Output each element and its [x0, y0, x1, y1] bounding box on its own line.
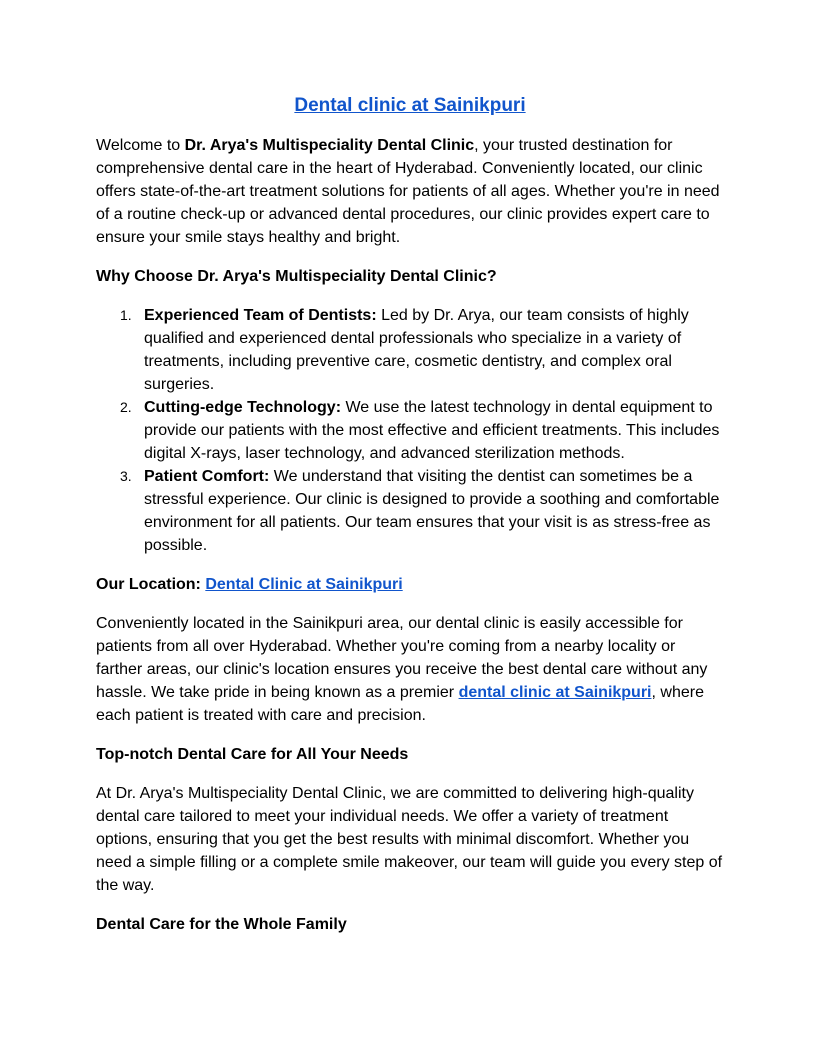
clinic-name: Dr. Arya's Multispeciality Dental Clinic — [184, 137, 475, 154]
list-item-label: Experienced Team of Dentists: — [144, 307, 377, 324]
location-link[interactable]: Dental Clinic at Sainikpuri — [205, 576, 403, 593]
list-item-label: Cutting-edge Technology: — [144, 399, 342, 416]
list-item-text: Led by Dr. Arya, our team consists of highly qualified and experienced dental professionals who specialize in a variety of treatments, including preventive care, cosmetic dentistry, and complex oral surgeries. — [144, 307, 689, 393]
location-text: Conveniently located in the Sainikpuri area, our dental clinic is easily accessible for patients from all over Hyderabad. Whether you're coming from a nearby locality or farther areas, our clinic's location ensures you receive the best dental care without any hassle. We take pride in being known as a premier — [96, 615, 708, 701]
list-number: 1. — [120, 307, 132, 323]
intro-prefix: Welcome to — [96, 137, 185, 154]
why-choose-heading: Why Choose Dr. Arya's Multispeciality Dental Clinic? — [96, 268, 497, 285]
list-number: 3. — [120, 468, 132, 484]
location-paragraph — [96, 612, 724, 727]
inline-clinic-link[interactable]: dental clinic at Sainikpuri — [458, 684, 652, 701]
topnotch-heading: Top-notch Dental Care for All Your Needs — [96, 746, 409, 763]
reasons-list — [96, 304, 724, 557]
list-item-label: Patient Comfort: — [144, 468, 270, 485]
list-number: 2. — [120, 399, 132, 415]
location-label: Our Location: — [96, 576, 206, 593]
document-page — [96, 92, 724, 952]
list-item — [96, 465, 724, 557]
family-heading: Dental Care for the Whole Family — [96, 916, 347, 933]
list-item-text: We use the latest technology in dental equipment to provide our patients with the most effective and efficient treatments. This includes digital X-rays, laser technology, and advanced sterilization methods. — [144, 399, 720, 462]
title-link[interactable]: Dental clinic at Sainikpuri — [294, 95, 526, 116]
intro-suffix: , your trusted destination for comprehensive dental care in the heart of Hyderabad. Conveniently located, our clinic offers state-of-the-art treatment solutions for patients of all ages. Whether you're in need of a routine check-up or advanced dental procedures, our clinic provides expert care to ensure your smile stays healthy and bright. — [96, 137, 720, 246]
list-item — [96, 304, 724, 396]
location-heading — [96, 573, 724, 596]
page-title — [96, 92, 724, 120]
topnotch-paragraph: At Dr. Arya's Multispeciality Dental Clinic, we are committed to delivering high-quality dental care tailored to meet your individual needs. We offer a variety of treatment options, ensuring that you get the best results with minimal discomfort. Whether you need a simple filling or a complete smile makeover, our team will guide you every step of the way. — [96, 785, 723, 894]
list-item — [96, 396, 724, 465]
list-item-text: We understand that visiting the dentist can sometimes be a stressful experience. Our clinic is designed to provide a soothing and comfortable environment for all patients. Our team ensures that your visit is as stress-free as possible. — [144, 468, 720, 554]
location-suffix: , where each patient is treated with care and precision. — [96, 684, 704, 724]
intro-paragraph — [96, 134, 724, 249]
